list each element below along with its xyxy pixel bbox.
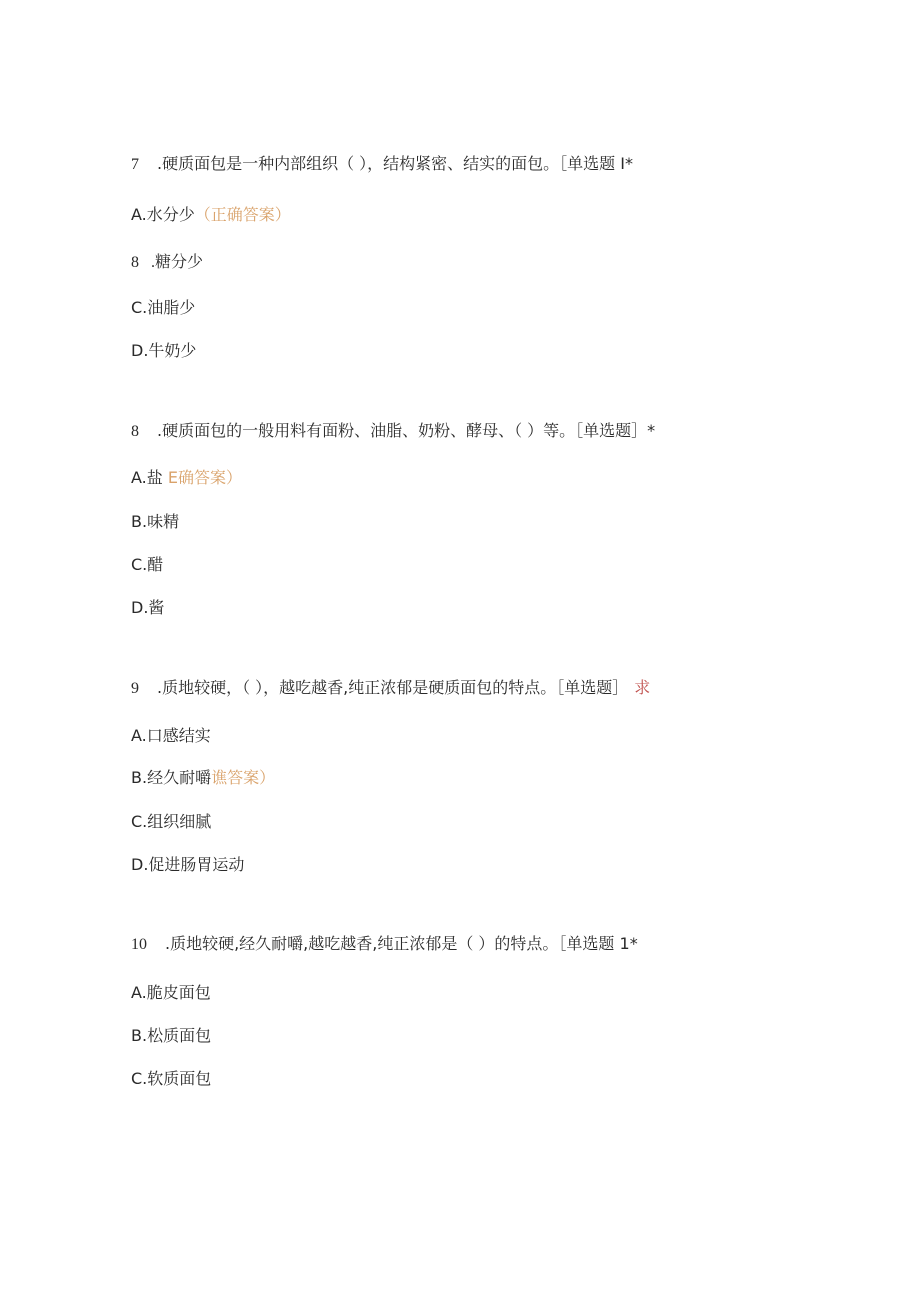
option-label: B.味精 <box>131 512 180 531</box>
option-label: C.软质面包 <box>131 1069 212 1088</box>
option-label: C.组织细腻 <box>131 812 212 831</box>
question-9 <box>131 677 650 700</box>
question-number: 9 <box>131 680 139 697</box>
required-mark: 求 <box>634 678 651 697</box>
option-label: D.酱 <box>131 598 165 617</box>
question-text: .质地较硬,经久耐嚼,越吃越香,纯正浓郁是（ ）的特点。［单选题 1* <box>165 934 638 953</box>
correct-answer-tag: E确答案） <box>162 468 242 487</box>
option-label: C.油脂少 <box>131 298 196 317</box>
question-number: 7 <box>131 156 139 173</box>
option-9-a <box>131 725 211 747</box>
option-label: A.脆皮面包 <box>131 983 211 1002</box>
option-7-c <box>131 297 195 319</box>
option-label: A.水分少 <box>131 205 195 224</box>
option-8-b <box>131 511 179 533</box>
option-10-a <box>131 982 211 1004</box>
option-8-c <box>131 554 163 576</box>
option-9-b <box>131 767 275 789</box>
option-label: D.牛奶少 <box>131 341 197 360</box>
option-10-b <box>131 1025 211 1047</box>
correct-answer-tag: 谯答案） <box>211 768 276 787</box>
option-label: B.松质面包 <box>131 1026 212 1045</box>
option-label: C.醋 <box>131 555 164 574</box>
option-label: B.经久耐嚼 <box>131 768 212 787</box>
option-label: A.盐 <box>131 468 163 487</box>
question-number: 10 <box>131 936 147 953</box>
question-10 <box>131 933 638 956</box>
question-7 <box>131 153 633 176</box>
option-10-c <box>131 1068 211 1090</box>
option-8-d <box>131 597 164 619</box>
option-label: A.口感结实 <box>131 726 211 745</box>
option-8-a <box>131 467 242 489</box>
question-text: .质地较硬，（ ），越吃越香,纯正浓郁是硬质面包的特点。［单选题］ <box>157 678 629 697</box>
option-9-c <box>131 811 211 833</box>
option-7-a <box>131 204 291 226</box>
option-label: 8 .糖分少 <box>131 254 204 271</box>
option-7-d <box>131 340 196 362</box>
option-7-b <box>131 251 203 274</box>
question-text: .硬质面包的一般用料有面粉、油脂、奶粉、酵母、（ ）等。［单选题］* <box>157 421 656 440</box>
question-number: 8 <box>131 423 139 440</box>
question-8 <box>131 420 655 443</box>
question-text: .硬质面包是一种内部组织（ ），结构紧密、结实的面包。［单选题 I* <box>157 154 633 173</box>
correct-answer-tag: （正确答案） <box>194 205 291 224</box>
option-label: D.促进肠胃运动 <box>131 855 245 874</box>
option-9-d <box>131 854 244 876</box>
